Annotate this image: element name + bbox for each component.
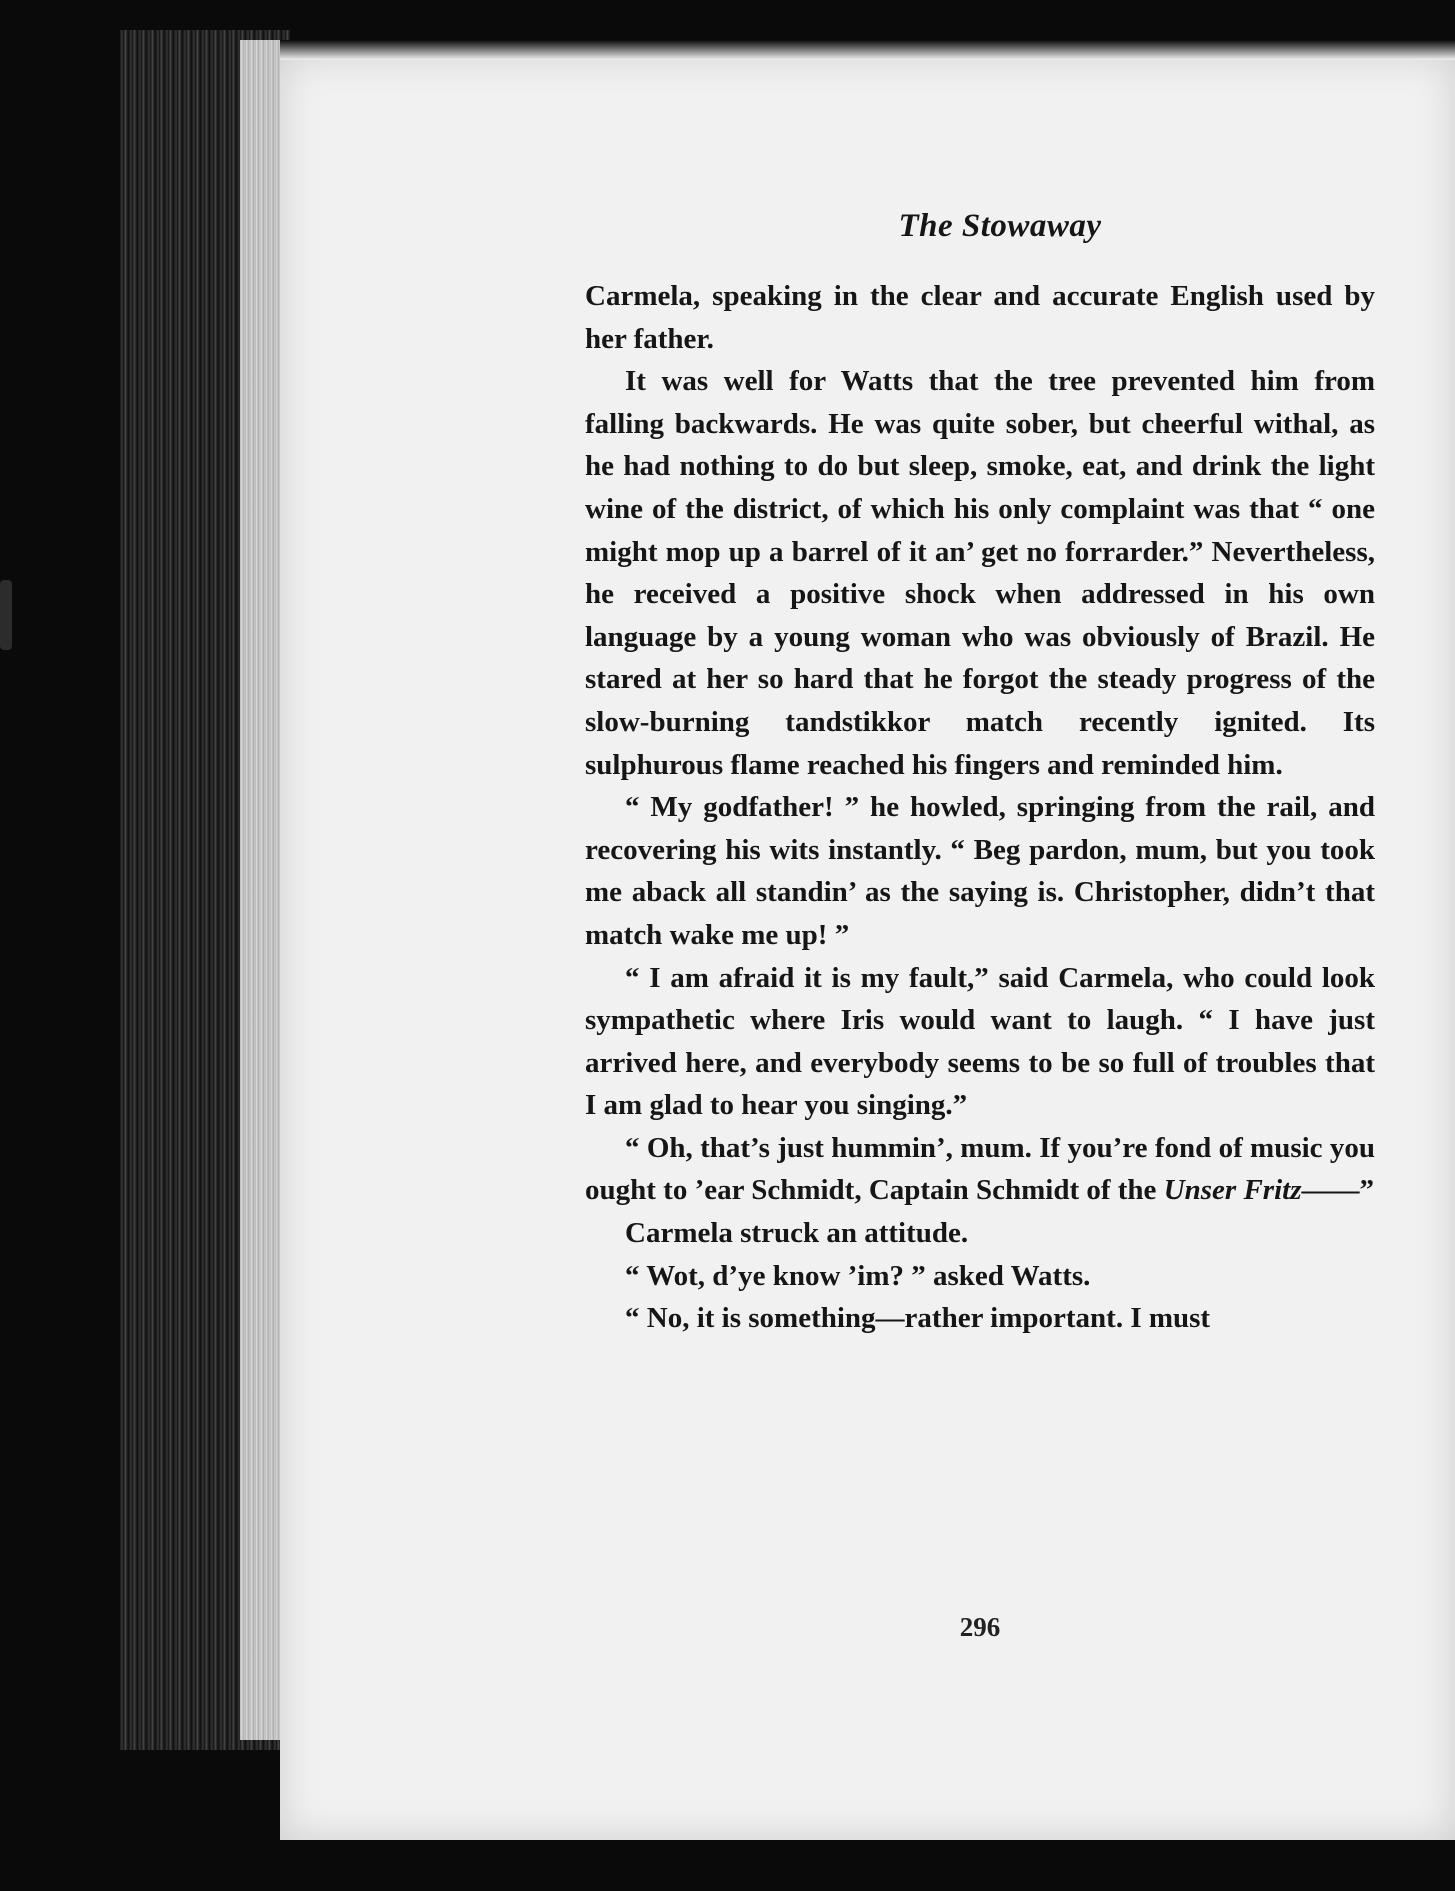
- paragraph-4: “ I am afraid it is my fault,” said Carmela, who could look sympathetic where Iris would want to laugh. “ I have just arrived here, and everybody seems to be so full of troubles that I am glad to hear you singing.”: [585, 961, 1375, 1122]
- ship-name-italic: Unser Fritz: [1163, 1174, 1302, 1207]
- paragraph-5-text: “ Oh, that’s just hummin’, mum. If you’re fond of music you ought to ’ear Schmidt, Captain Schmidt of the: [585, 1131, 1375, 1207]
- paragraph-3: “ My godfather! ” he howled, springing from the rail, and recovering his wits instantly. “ Beg pardon, mum, but you took me aback all standin’ as the saying is. Christopher, didn’t that match wake me up! ”: [585, 791, 1375, 951]
- paragraph-2: It was well for Watts that the tree prevented him from falling backwards. He was quite sober, but cheerful withal, as he had nothing to do but sleep, smoke, eat, and drink the light wine of the district, of which his only complaint was that “ one might mop up a barrel of it an’ get no forrarder.” Nevertheless, he received a positive shock when addressed in his own language by a young woman who was obviously of Brazil. He stared at her so hard that he forgot the steady progress of the slow-burning tandstikkor match recently ignited. Its sulphurous flame reached his fingers and reminded him.: [585, 365, 1375, 781]
- paragraph-6: Carmela struck an attitude.: [625, 1217, 969, 1250]
- scan-artifact: [0, 580, 12, 650]
- page-top-shadow: [280, 40, 1455, 60]
- page-number: 296: [959, 1612, 1001, 1642]
- page-stack-edge: [240, 40, 285, 1740]
- body-text-block: [585, 205, 1375, 1340]
- paragraph-1: Carmela, speaking in the clear and accurate English used by her father.: [585, 280, 1375, 355]
- paragraph-8: “ No, it is something—rather important. I must: [625, 1302, 1211, 1335]
- paragraph-5-end: ——”: [1301, 1174, 1374, 1207]
- paragraph-5: [585, 1127, 1375, 1212]
- running-head: The Stowaway: [898, 208, 1102, 244]
- paragraph-7: “ Wot, d’ye know ’im? ” asked Watts.: [625, 1259, 1091, 1292]
